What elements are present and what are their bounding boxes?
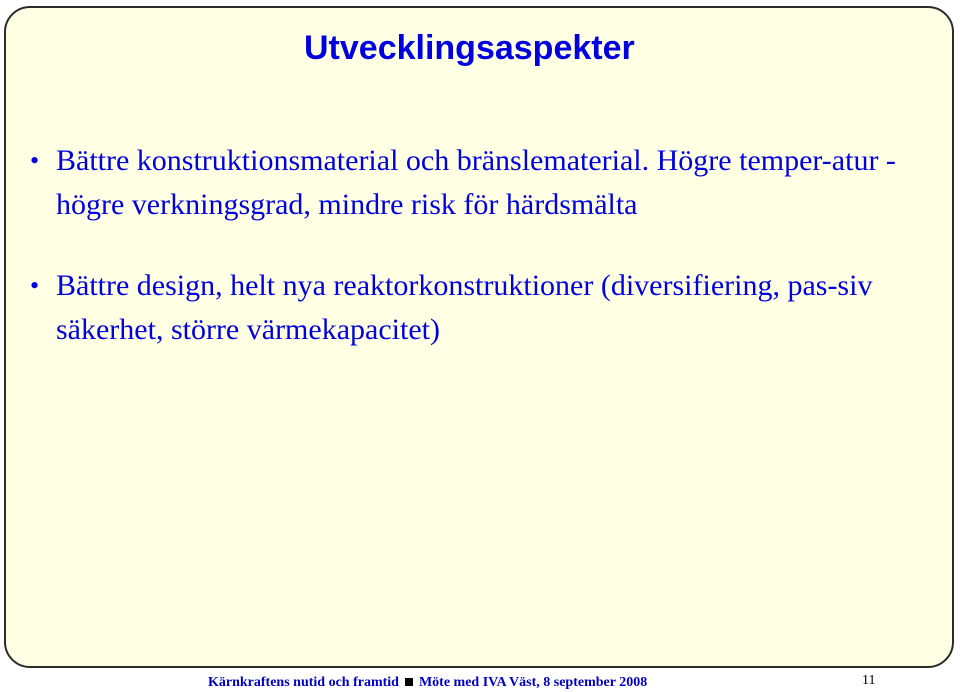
slide-frame bbox=[4, 6, 954, 668]
square-separator-icon bbox=[405, 678, 413, 686]
bullet-text: Bättre design, helt nya reaktorkonstruktioner (diversifiering, pas-siv säkerhet, större värmekapacitet) bbox=[56, 269, 873, 346]
page-number: 11 bbox=[862, 673, 876, 688]
bullet-text: Bättre konstruktionsmaterial och bränslematerial. Högre temper-atur - högre verkningsgrad, mindre risk för härdsmälta bbox=[56, 144, 896, 221]
footer-left-text: Kärnkraftens nutid och framtid bbox=[208, 675, 399, 690]
slide-title: Utvecklingsaspekter bbox=[304, 29, 635, 67]
bullet-dot-icon: • bbox=[30, 271, 40, 300]
bullet-dot-icon: • bbox=[30, 146, 40, 175]
bullet-item bbox=[30, 264, 946, 352]
footer-right-text: Möte med IVA Väst, 8 september 2008 bbox=[418, 675, 648, 690]
bullet-item bbox=[30, 139, 946, 227]
slide-footer bbox=[208, 674, 647, 692]
